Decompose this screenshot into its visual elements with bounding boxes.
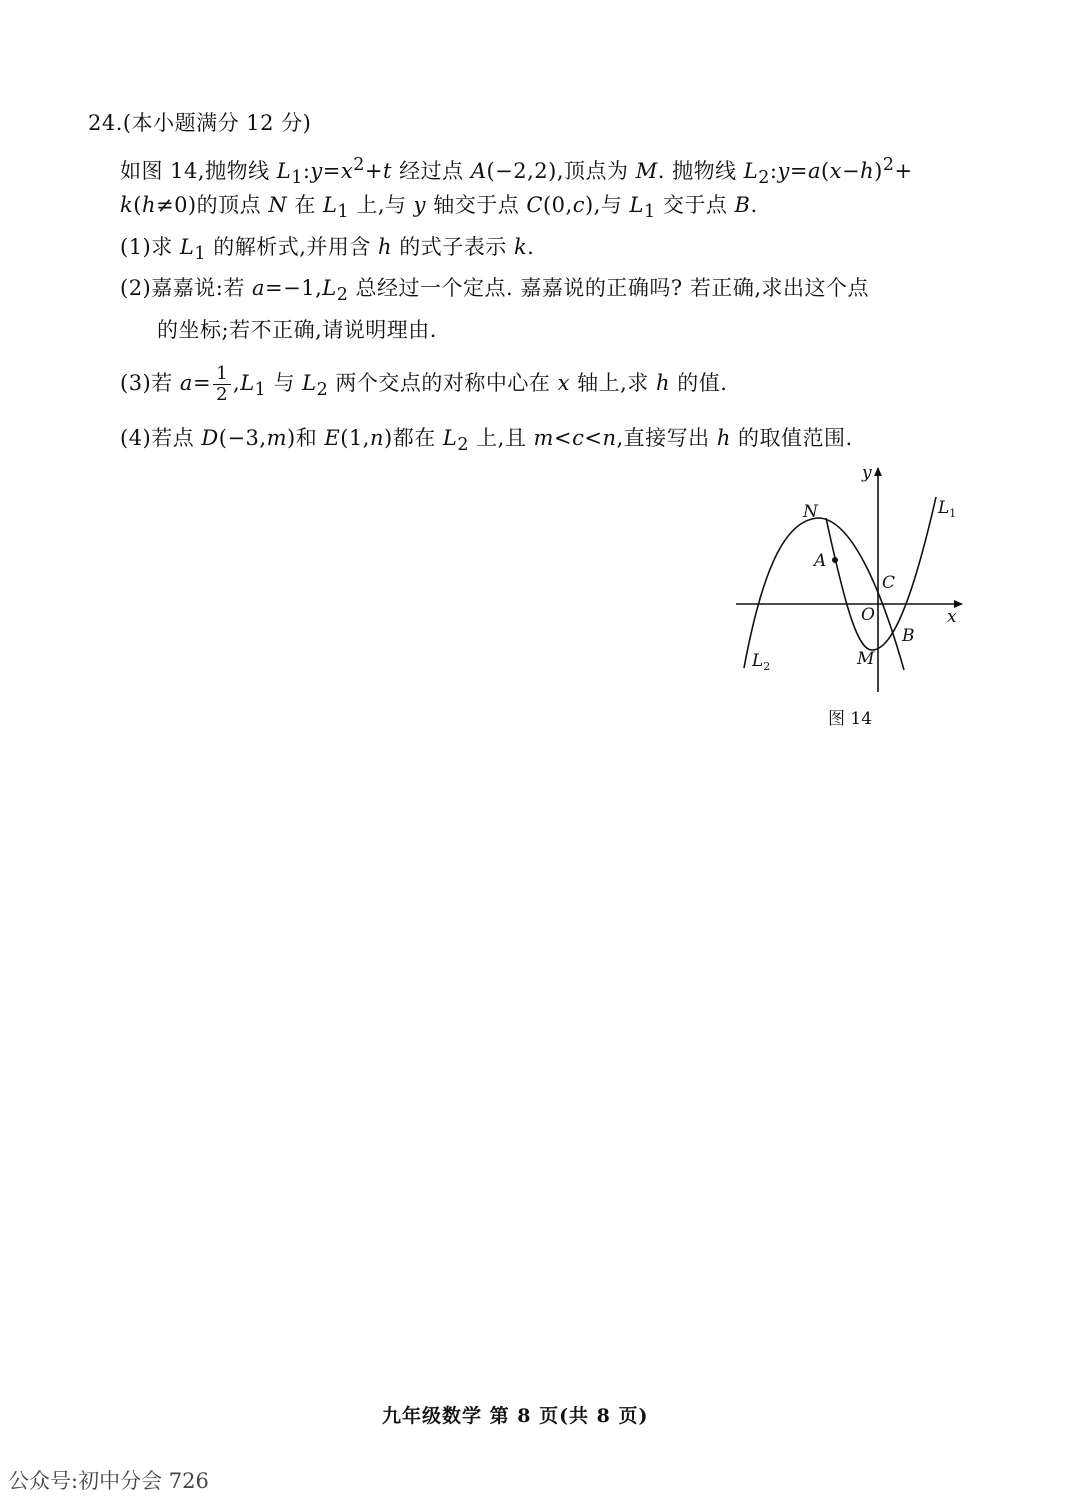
point-n-label: N: [803, 502, 818, 522]
figure-caption: 图 14: [828, 709, 873, 729]
point-a-dot: [832, 557, 838, 563]
watermark: 公众号:初中分会 726: [8, 1469, 209, 1493]
figure-14-graph: [730, 460, 970, 700]
problem-points: (本小题满分 12 分): [122, 111, 312, 135]
point-c-label: C: [882, 573, 896, 593]
problem-stem-line-1: 如图 14,抛物线 $L_1:y=x^2+t$ 经过点 A(−2,2),顶点为 M. 抛物线 $L_2:y=a(x-h)^2+$: [120, 155, 913, 189]
point-a-label: A: [814, 551, 827, 571]
y-axis-label: y: [862, 463, 872, 483]
point-m-label: M: [857, 649, 875, 669]
problem-stem-line-2: k(h≠0)的顶点 N 在 $L_1$ 上,与 y 轴交于点 C(0,c),与 $L_1$ 交于点 B.: [120, 193, 758, 223]
problem-header: [88, 108, 311, 138]
question-2-line-1: (2)嘉嘉说:若 $a=-1,L_2$ 总经过一个定点. 嘉嘉说的正确吗? 若正确,求出这个点: [120, 276, 869, 306]
question-3: (3)若 a= $\frac{1}{2}$ $,L_1$ 与 $L_2$ 两个交点的对称中心在 x 轴上,求 h 的值.: [120, 363, 728, 405]
curve-l1-label: $L_1$: [938, 498, 957, 520]
question-2-line-2: 的坐标;若不正确,请说明理由.: [157, 318, 437, 342]
curve-l2-label: $L_2$: [752, 651, 771, 673]
x-axis-label: x: [947, 607, 957, 627]
parabola-l1-curve: [826, 497, 936, 650]
origin-label: O: [861, 605, 875, 625]
question-4: (4)若点 D(−3,m)和 E(1,n)都在 $L_2$ 上,且 m<c<n,直接写出 h 的取值范围.: [120, 426, 853, 456]
problem-number: 24.: [88, 111, 123, 135]
page-footer: 九年级数学 第 8 页(共 8 页): [382, 1405, 649, 1427]
point-b-label: B: [902, 626, 915, 646]
question-1: (1)求 $L_1$ 的解析式,并用含 h 的式子表示 k.: [120, 235, 535, 265]
fraction-one-half: $\frac{1}{2}$: [213, 364, 231, 405]
